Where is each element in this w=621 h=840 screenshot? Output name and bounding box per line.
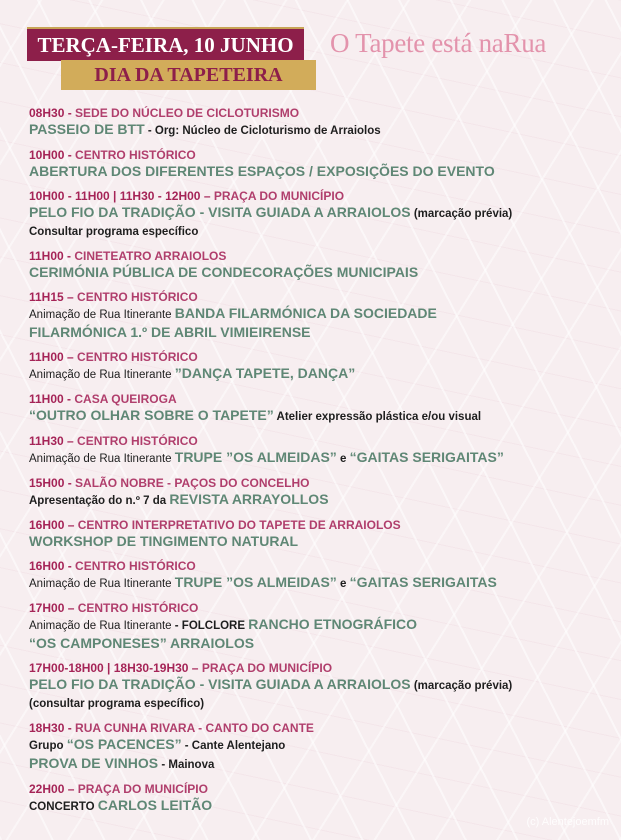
event-separator: -: [64, 721, 76, 735]
event-item: [29, 148, 613, 181]
event-time: 11H30: [29, 434, 64, 448]
event-header: [29, 476, 613, 491]
event-description-line: [29, 121, 613, 140]
event-time: 11H00: [29, 392, 64, 406]
event-title-text: CARLOS LEITÃO: [97, 797, 213, 813]
event-detail-text: e: [336, 578, 350, 590]
event-header: [29, 148, 613, 163]
event-title-text: PASSEIO DE BTT: [29, 121, 145, 137]
event-title-text: “OS CAMPONESES” ARRAIOLOS: [29, 635, 255, 651]
event-detail-text: Animação de Rua Itinerante: [29, 369, 175, 381]
event-detail-text: CONCERTO: [29, 801, 98, 813]
event-header: [29, 189, 613, 204]
event-title-text: PROVA DE VINHOS: [29, 755, 159, 771]
event-item: [29, 559, 613, 593]
event-detail-text: Núcleo de Cicloturismo de Arraiolos: [182, 125, 381, 137]
event-title-text: “GAITAS SERIGAITAS: [349, 574, 497, 590]
event-item: [29, 350, 613, 384]
event-item: [29, 721, 613, 774]
event-item: [29, 106, 613, 140]
day-banner: TERÇA-FEIRA, 10 JUNHO: [27, 27, 304, 61]
event-detail-text: Animação de Rua Itinerante: [29, 620, 175, 632]
event-description-line: [29, 736, 613, 755]
event-detail-text: (consultar programa específico): [29, 698, 205, 710]
event-separator: –: [64, 601, 78, 615]
event-title-text: “OS PACENCES”: [66, 736, 182, 752]
event-location: CINETEATRO ARRAIOLOS: [74, 249, 227, 263]
event-separator: -: [64, 476, 76, 490]
event-description-line: [29, 676, 613, 695]
event-location: CENTRO HISTÓRICO: [77, 434, 198, 448]
event-separator: -: [63, 392, 75, 406]
event-description-line: [29, 574, 613, 593]
event-description-line: [29, 755, 613, 774]
event-title-text: WORKSHOP DE TINGIMENTO NATURAL: [29, 533, 299, 549]
event-separator: –: [200, 189, 214, 203]
event-detail-text: Animação de Rua Itinerante: [29, 309, 175, 321]
event-title-text: ABERTURA DOS DIFERENTES ESPAÇOS / EXPOSIÇÕES DO EVENTO: [29, 163, 495, 179]
event-item: [29, 434, 613, 468]
event-title-text: PELO FIO DA TRADIÇÃO - VISITA GUIADA A ARRAIOLOS: [29, 676, 411, 692]
event-time: 17H00-18H00 | 18H30-19H30: [29, 661, 189, 675]
event-description-line: [29, 533, 613, 551]
event-title-text: FILARMÓNICA 1.º DE ABRIL VIMIEIRENSE: [29, 324, 311, 340]
event-detail-text: Atelier expressão plástica e/ou visual: [273, 411, 482, 423]
event-time: 17H00: [29, 601, 65, 615]
event-location: PRAÇA DO MUNICÍPIO: [201, 661, 333, 675]
event-detail-text: Grupo: [29, 740, 67, 752]
event-description-line: [29, 635, 613, 653]
event-description-line: [29, 449, 613, 468]
event-title-text: RANCHO ETNOGRÁFICO: [248, 616, 418, 632]
event-description-line: [29, 223, 613, 241]
event-time: 10H00: [29, 148, 65, 162]
event-header: [29, 721, 613, 736]
event-description-line: [29, 491, 613, 510]
event-separator: –: [64, 782, 78, 796]
event-time: 08H30: [29, 106, 65, 120]
event-detail-text: (marcação prévia): [410, 680, 513, 692]
event-location: RUA CUNHA RIVARA - CANTO DO CANTE: [75, 721, 314, 735]
event-header: [29, 434, 613, 449]
event-title-text: “OUTRO OLHAR SOBRE O TAPETE”: [29, 407, 274, 423]
event-header: [29, 661, 613, 676]
event-location: SEDE DO NÚCLEO DE CICLOTURISMO: [75, 106, 300, 120]
event-separator: –: [63, 290, 78, 304]
event-title-text: CERIMÓNIA PÚBLICA DE CONDECORAÇÕES MUNICIPAIS: [29, 264, 419, 280]
event-header: [29, 392, 613, 407]
event-description-line: [29, 616, 613, 635]
event-header: [29, 518, 613, 533]
event-time: 16H00: [29, 518, 65, 532]
event-separator: -: [64, 148, 76, 162]
watermark: (c) Alentejoemfm: [526, 816, 609, 828]
event-brand-logo: O Tapete está naRua: [330, 28, 547, 58]
event-detail-text: Animação de Rua Itinerante: [29, 578, 175, 590]
event-time: 11H00: [29, 249, 64, 263]
event-description-line: [29, 204, 613, 223]
event-separator: -: [64, 559, 76, 573]
event-separator: –: [63, 434, 78, 448]
event-time: 11H00: [29, 350, 64, 364]
event-detail-text: - Cante Alentejano: [181, 740, 286, 752]
event-item: [29, 661, 613, 713]
event-header: [29, 559, 613, 574]
event-item: [29, 601, 613, 653]
event-separator: -: [63, 249, 75, 263]
event-location: CENTRO HISTÓRICO: [77, 601, 199, 615]
event-item: [29, 476, 613, 510]
event-item: [29, 189, 613, 241]
event-item: [29, 392, 613, 426]
event-title-text: REVISTA ARRAYOLLOS: [169, 491, 329, 507]
event-description-line: [29, 797, 613, 816]
event-time: 16H00: [29, 559, 65, 573]
event-separator: –: [188, 661, 202, 675]
event-time: 10H00 - 11H00 | 11H30 - 12H00: [29, 189, 201, 203]
event-description-line: [29, 264, 613, 282]
event-description-line: [29, 305, 613, 324]
event-header: [29, 249, 613, 264]
event-detail-text: (marcação prévia): [410, 208, 513, 220]
event-description-line: [29, 163, 613, 181]
event-item: [29, 249, 613, 282]
event-location: CENTRO HISTÓRICO: [75, 148, 196, 162]
event-title-text: “GAITAS SERIGAITAS”: [349, 449, 504, 465]
event-detail-text: Apresentação do n.º 7 da: [29, 495, 170, 507]
event-list: [29, 106, 613, 824]
event-item: [29, 290, 613, 342]
event-description-line: [29, 365, 613, 384]
event-description-line: [29, 407, 613, 426]
event-location: CENTRO HISTÓRICO: [77, 350, 198, 364]
day-theme-banner: DIA DA TAPETEIRA: [61, 60, 316, 90]
event-title-text: BANDA FILARMÓNICA DA SOCIEDADE: [174, 305, 437, 321]
event-separator: –: [64, 518, 78, 532]
event-detail-text: - FOLCLORE: [174, 620, 249, 632]
event-time: 22H00: [29, 782, 65, 796]
event-header: [29, 290, 613, 305]
event-separator: –: [63, 350, 78, 364]
event-title-text: ”DANÇA TAPETE, DANÇA”: [174, 365, 356, 381]
event-description-line: [29, 324, 613, 342]
event-time: 18H30: [29, 721, 65, 735]
event-location: CENTRO INTERPRETATIVO DO TAPETE DE ARRAIOLOS: [77, 518, 401, 532]
event-header: [29, 350, 613, 365]
event-header: [29, 601, 613, 616]
event-header: [29, 782, 613, 797]
event-detail-text: e: [336, 453, 350, 465]
event-title-text: TRUPE ”OS ALMEIDAS”: [174, 574, 337, 590]
event-item: [29, 782, 613, 816]
event-location: CASA QUEIROGA: [74, 392, 177, 406]
event-location: CENTRO HISTÓRICO: [75, 559, 196, 573]
event-detail-text: - Org:: [144, 125, 183, 137]
event-detail-text: - Mainova: [158, 759, 215, 771]
event-detail-text: Consultar programa específico: [29, 226, 199, 238]
event-detail-text: Animação de Rua Itinerante: [29, 453, 175, 465]
event-item: [29, 518, 613, 551]
event-location: SALÃO NOBRE - PAÇOS DO CONCELHO: [75, 476, 310, 490]
event-time: 11H15: [29, 290, 64, 304]
event-location: CENTRO HISTÓRICO: [77, 290, 198, 304]
event-title-text: TRUPE ”OS ALMEIDAS”: [174, 449, 337, 465]
event-location: PRAÇA DO MUNICÍPIO: [213, 189, 345, 203]
event-time: 15H00: [29, 476, 65, 490]
event-title-text: PELO FIO DA TRADIÇÃO - VISITA GUIADA A ARRAIOLOS: [29, 204, 411, 220]
event-header: [29, 106, 613, 121]
event-separator: -: [64, 106, 76, 120]
event-location: PRAÇA DO MUNICÍPIO: [77, 782, 208, 796]
event-description-line: [29, 695, 613, 713]
